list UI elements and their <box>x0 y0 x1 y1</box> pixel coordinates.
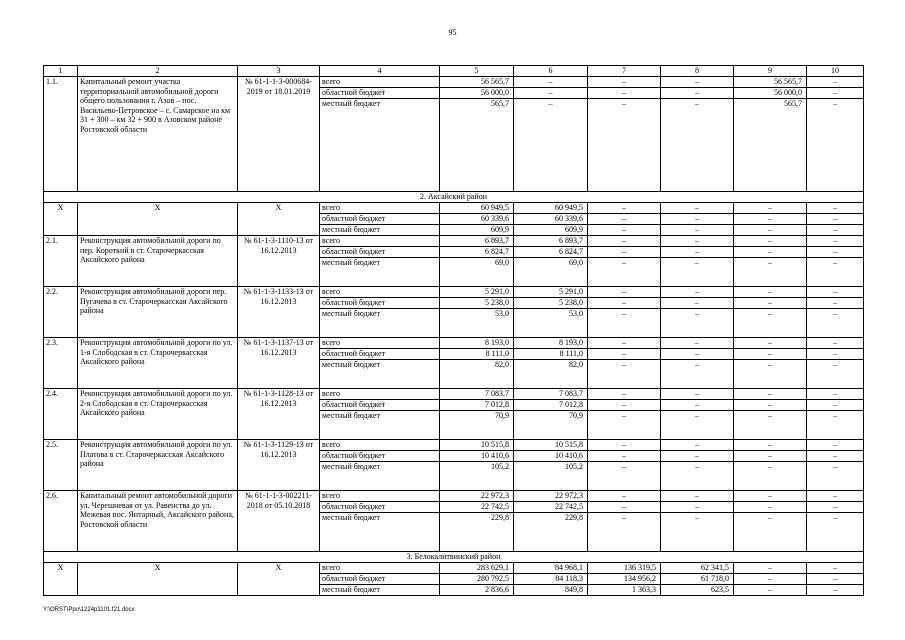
funding-source: местный бюджет <box>320 225 440 236</box>
value-cell: 6 824,7 <box>514 247 588 258</box>
value-cell: – <box>807 338 864 349</box>
value-cell: 105,2 <box>440 462 514 491</box>
value-cell: 565,7 <box>440 99 514 192</box>
value-cell: – <box>807 360 864 389</box>
object-name: Реконструкция автомобильной дороги по пер. Короткий в ст. Старочеркасская Аксайского района <box>78 236 238 287</box>
funding-source: областной бюджет <box>320 298 440 309</box>
value-cell: – <box>807 99 864 192</box>
document-number: № 61-1-3-1129-13 от 16.12.2013 <box>238 440 320 491</box>
value-cell: 60 339,6 <box>514 214 588 225</box>
value-cell: – <box>734 287 807 298</box>
item-number: Х <box>44 563 78 596</box>
funding-source: местный бюджет <box>320 411 440 440</box>
funding-source: местный бюджет <box>320 258 440 287</box>
table-row <box>44 77 864 88</box>
value-cell: – <box>807 258 864 287</box>
value-cell: 8 111,0 <box>440 349 514 360</box>
value-cell: – <box>661 338 734 349</box>
table-body <box>44 66 864 596</box>
value-cell: – <box>734 563 807 574</box>
value-cell: – <box>661 247 734 258</box>
value-cell: – <box>807 298 864 309</box>
value-cell: – <box>734 389 807 400</box>
value-cell: 5 238,0 <box>514 298 588 309</box>
value-cell: 283 629,1 <box>440 563 514 574</box>
value-cell: – <box>661 258 734 287</box>
value-cell: 7 083,7 <box>440 389 514 400</box>
value-cell: – <box>661 360 734 389</box>
value-cell: – <box>514 88 588 99</box>
funding-source: всего <box>320 389 440 400</box>
value-cell: – <box>661 400 734 411</box>
document-number: № 61-1-3-1137-13 от 16.12.2013 <box>238 338 320 389</box>
value-cell: – <box>734 574 807 585</box>
value-cell: 10 515,8 <box>440 440 514 451</box>
value-cell: – <box>807 411 864 440</box>
value-cell: 7 012,8 <box>440 400 514 411</box>
value-cell: – <box>807 451 864 462</box>
value-cell: – <box>734 225 807 236</box>
value-cell: – <box>734 258 807 287</box>
value-cell: – <box>661 462 734 491</box>
value-cell: – <box>734 411 807 440</box>
value-cell: – <box>661 502 734 513</box>
table-row <box>44 563 864 574</box>
value-cell: – <box>807 400 864 411</box>
document-number: № 61-1-1-3-000684-2019 от 18.01.2019 <box>238 77 320 192</box>
funding-source: всего <box>320 236 440 247</box>
value-cell: 229,8 <box>514 513 588 552</box>
object-name: Х <box>78 203 238 236</box>
value-cell: 82,0 <box>514 360 588 389</box>
value-cell: – <box>807 462 864 491</box>
value-cell: – <box>588 203 661 214</box>
value-cell: – <box>734 440 807 451</box>
funding-source: всего <box>320 287 440 298</box>
funding-source: всего <box>320 440 440 451</box>
value-cell: – <box>807 77 864 88</box>
value-cell: – <box>588 411 661 440</box>
value-cell: – <box>661 203 734 214</box>
value-cell: – <box>807 349 864 360</box>
value-cell: – <box>588 451 661 462</box>
value-cell: 5 291,0 <box>514 287 588 298</box>
object-name: Реконструкция автомобильной дороги по ул. 2-я Слободская в ст. Старочеркасская Аксайского района <box>78 389 238 440</box>
value-cell: 10 410,6 <box>440 451 514 462</box>
value-cell: – <box>588 400 661 411</box>
value-cell: 62 341,5 <box>661 563 734 574</box>
item-number: 2.1. <box>44 236 78 287</box>
value-cell: 8 111,0 <box>514 349 588 360</box>
item-number: 2.3. <box>44 338 78 389</box>
value-cell: – <box>588 360 661 389</box>
section-title: 3. Белокалитвинский район <box>44 552 864 563</box>
value-cell: 6 893,7 <box>440 236 514 247</box>
value-cell: – <box>661 214 734 225</box>
value-cell: – <box>734 247 807 258</box>
item-number: 2.2. <box>44 287 78 338</box>
document-number: № 61-1-3-1133-13 от 16.12.2013 <box>238 287 320 338</box>
value-cell: 56 565,7 <box>734 77 807 88</box>
value-cell: – <box>588 247 661 258</box>
value-cell: – <box>588 389 661 400</box>
value-cell: 60 949,5 <box>514 203 588 214</box>
value-cell: – <box>734 513 807 552</box>
funding-source: местный бюджет <box>320 309 440 338</box>
value-cell: – <box>661 491 734 502</box>
header-cell: 3 <box>238 66 320 77</box>
value-cell: – <box>661 225 734 236</box>
value-cell: – <box>734 400 807 411</box>
funding-source: областной бюджет <box>320 349 440 360</box>
value-cell: 61 718,0 <box>661 574 734 585</box>
funding-source: местный бюджет <box>320 585 440 596</box>
object-name: Реконструкция автомобильной дороги пер. Пугачева в ст. Старочеркасская Аксайского района <box>78 287 238 338</box>
value-cell: – <box>588 491 661 502</box>
value-cell: 134 956,2 <box>588 574 661 585</box>
value-cell: – <box>807 247 864 258</box>
value-cell: 22 972,3 <box>440 491 514 502</box>
value-cell: 53,0 <box>440 309 514 338</box>
value-cell: 60 339,6 <box>440 214 514 225</box>
item-number: 2.6. <box>44 491 78 552</box>
value-cell: – <box>807 287 864 298</box>
funding-source: всего <box>320 77 440 88</box>
value-cell: 229,8 <box>440 513 514 552</box>
value-cell: 8 193,0 <box>514 338 588 349</box>
program-table <box>43 65 864 596</box>
value-cell: – <box>734 462 807 491</box>
object-name: Х <box>78 563 238 596</box>
value-cell: 22 742,5 <box>440 502 514 513</box>
value-cell: – <box>588 88 661 99</box>
value-cell: – <box>661 77 734 88</box>
value-cell: – <box>661 236 734 247</box>
value-cell: – <box>661 349 734 360</box>
value-cell: – <box>734 491 807 502</box>
value-cell: – <box>661 411 734 440</box>
funding-source: областной бюджет <box>320 502 440 513</box>
value-cell: – <box>734 309 807 338</box>
funding-source: областной бюджет <box>320 88 440 99</box>
value-cell: 69,0 <box>514 258 588 287</box>
header-row <box>44 66 864 77</box>
value-cell: 1 363,3 <box>588 585 661 596</box>
header-cell: 4 <box>320 66 440 77</box>
table-row <box>44 389 864 400</box>
document-number: Х <box>238 203 320 236</box>
funding-source: всего <box>320 203 440 214</box>
funding-source: областной бюджет <box>320 247 440 258</box>
value-cell: – <box>661 298 734 309</box>
value-cell: – <box>807 513 864 552</box>
document-number: Х <box>238 563 320 596</box>
value-cell: – <box>588 287 661 298</box>
value-cell: 70,9 <box>514 411 588 440</box>
header-cell: 9 <box>734 66 807 77</box>
funding-source: местный бюджет <box>320 513 440 552</box>
funding-source: областной бюджет <box>320 451 440 462</box>
value-cell: 10 410,6 <box>514 451 588 462</box>
table-row <box>44 236 864 247</box>
section-row <box>44 552 864 563</box>
page-number: 95 <box>448 28 457 37</box>
value-cell: 609,9 <box>440 225 514 236</box>
value-cell: 623,5 <box>661 585 734 596</box>
value-cell: – <box>807 585 864 596</box>
value-cell: – <box>734 502 807 513</box>
value-cell: – <box>588 77 661 88</box>
value-cell: 105,2 <box>514 462 588 491</box>
value-cell: 136 319,5 <box>588 563 661 574</box>
value-cell: – <box>514 77 588 88</box>
header-cell: 1 <box>44 66 78 77</box>
value-cell: – <box>661 513 734 552</box>
value-cell: – <box>661 287 734 298</box>
value-cell: – <box>734 236 807 247</box>
value-cell: – <box>588 440 661 451</box>
value-cell: 56 000,0 <box>440 88 514 99</box>
value-cell: 84 968,1 <box>514 563 588 574</box>
value-cell: – <box>588 298 661 309</box>
value-cell: 69,0 <box>440 258 514 287</box>
funding-source: областной бюджет <box>320 574 440 585</box>
value-cell: – <box>807 214 864 225</box>
document-number: № 61-1-3-1128-13 от 16.12.2013 <box>238 389 320 440</box>
funding-source: всего <box>320 338 440 349</box>
value-cell: 849,8 <box>514 585 588 596</box>
value-cell: – <box>734 585 807 596</box>
value-cell: – <box>514 99 588 192</box>
value-cell: 60 949,5 <box>440 203 514 214</box>
value-cell: 82,0 <box>440 360 514 389</box>
value-cell: 565,7 <box>734 99 807 192</box>
value-cell: – <box>588 258 661 287</box>
table-row <box>44 338 864 349</box>
funding-source: местный бюджет <box>320 360 440 389</box>
table-row <box>44 440 864 451</box>
value-cell: – <box>588 309 661 338</box>
value-cell: – <box>734 338 807 349</box>
value-cell: – <box>734 203 807 214</box>
value-cell: – <box>588 236 661 247</box>
object-name: Реконструкция автомобильной дороги по ул. 1-я Слободская в ст. Старочеркасская Аксайского района <box>78 338 238 389</box>
value-cell: – <box>661 99 734 192</box>
value-cell: – <box>734 214 807 225</box>
item-number: 1.1. <box>44 77 78 192</box>
value-cell: – <box>588 225 661 236</box>
value-cell: – <box>588 214 661 225</box>
funding-source: местный бюджет <box>320 99 440 192</box>
value-cell: 6 893,7 <box>514 236 588 247</box>
section-title: 2. Аксайский район <box>44 192 864 203</box>
table-row <box>44 287 864 298</box>
object-name: Реконструкция автомобильной дороги по ул. Платова в ст. Старочеркасская Аксайского района <box>78 440 238 491</box>
document-number: № 61-1-3-1110-13 от 16.12.2013 <box>238 236 320 287</box>
value-cell: – <box>807 88 864 99</box>
value-cell: 2 836,6 <box>440 585 514 596</box>
value-cell: – <box>734 298 807 309</box>
value-cell: – <box>588 338 661 349</box>
header-cell: 8 <box>661 66 734 77</box>
file-path-footer: Y:\ORST\Ppo\1224p1101.f21.docx <box>43 607 135 613</box>
value-cell: – <box>588 99 661 192</box>
value-cell: – <box>734 360 807 389</box>
value-cell: 7 012,8 <box>514 400 588 411</box>
value-cell: 280 792,5 <box>440 574 514 585</box>
value-cell: – <box>807 440 864 451</box>
header-cell: 5 <box>440 66 514 77</box>
value-cell: – <box>661 451 734 462</box>
value-cell: – <box>807 236 864 247</box>
header-cell: 6 <box>514 66 588 77</box>
value-cell: 8 193,0 <box>440 338 514 349</box>
funding-source: местный бюджет <box>320 462 440 491</box>
section-row <box>44 192 864 203</box>
item-number: 2.5. <box>44 440 78 491</box>
value-cell: 6 824,7 <box>440 247 514 258</box>
value-cell: – <box>807 502 864 513</box>
object-name: Капитальный ремонт участка территориальной автомобильной дороги общего пользования г. Азов – пос. Васильево-Петровское – с. Самарское на км 31 + 300 – км 32 + 900 в Азовском районе Ростовской области <box>78 77 238 192</box>
value-cell: 7 083,7 <box>514 389 588 400</box>
value-cell: 609,9 <box>514 225 588 236</box>
value-cell: 56 000,0 <box>734 88 807 99</box>
value-cell: – <box>807 389 864 400</box>
value-cell: 22 972,3 <box>514 491 588 502</box>
funding-source: всего <box>320 491 440 502</box>
object-name: Капитальный ремонт автомобильной дороги ул. Черешневая от ул. Равенства до ул. Межевая пос. Янтарный, Аксайского района, Ростовской области <box>78 491 238 552</box>
item-number: 2.4. <box>44 389 78 440</box>
value-cell: – <box>807 574 864 585</box>
value-cell: – <box>661 309 734 338</box>
header-cell: 2 <box>78 66 238 77</box>
funding-source: областной бюджет <box>320 400 440 411</box>
value-cell: 84 118,3 <box>514 574 588 585</box>
item-number: Х <box>44 203 78 236</box>
header-cell: 10 <box>807 66 864 77</box>
value-cell: 5 291,0 <box>440 287 514 298</box>
value-cell: – <box>807 563 864 574</box>
header-cell: 7 <box>588 66 661 77</box>
table-row <box>44 491 864 502</box>
table-row <box>44 203 864 214</box>
value-cell: – <box>588 349 661 360</box>
value-cell: 10 515,8 <box>514 440 588 451</box>
funding-source: всего <box>320 563 440 574</box>
value-cell: – <box>661 440 734 451</box>
value-cell: 70,9 <box>440 411 514 440</box>
value-cell: – <box>588 513 661 552</box>
value-cell: – <box>734 451 807 462</box>
value-cell: – <box>807 491 864 502</box>
value-cell: – <box>588 462 661 491</box>
value-cell: – <box>661 389 734 400</box>
value-cell: 56 565,7 <box>440 77 514 88</box>
value-cell: – <box>734 349 807 360</box>
value-cell: – <box>588 502 661 513</box>
value-cell: – <box>807 225 864 236</box>
value-cell: – <box>807 309 864 338</box>
document-number: № 61-1-1-3-002211-2018 от 05.10.2018 <box>238 491 320 552</box>
value-cell: 22 742,5 <box>514 502 588 513</box>
value-cell: – <box>807 203 864 214</box>
funding-source: областной бюджет <box>320 214 440 225</box>
value-cell: – <box>661 88 734 99</box>
value-cell: 53,0 <box>514 309 588 338</box>
value-cell: 5 238,0 <box>440 298 514 309</box>
